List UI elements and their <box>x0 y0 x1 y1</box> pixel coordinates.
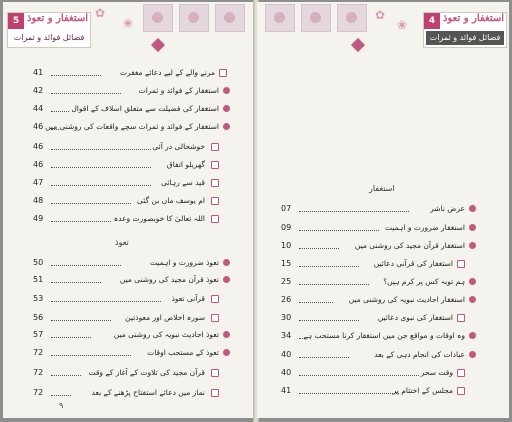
dot-bullet-icon <box>223 259 230 266</box>
toc-row[interactable]: 72 تعوذ کے مستحب اوقات <box>3 346 255 360</box>
square-bullet-icon <box>211 179 219 187</box>
toc-row[interactable]: 41 مجلس کے اختتام پر <box>257 384 509 398</box>
square-bullet-icon <box>211 215 219 223</box>
toc-row[interactable]: 42 استغفار کے فوائد و ثمرات <box>3 84 255 98</box>
toc-row[interactable]: 40 وقت سحر <box>257 366 509 380</box>
left-page <box>3 2 256 418</box>
toc-row[interactable]: 72 قرآن مجید کی تلاوت کے آغاز کے وقت <box>3 366 255 380</box>
toc-row[interactable]: 34 وہ اوقات و مواقع جن میں استغفار کرنا مستحب ہے <box>257 329 509 343</box>
flower-ornament-icon: ✿ <box>375 8 386 22</box>
section-heading: استغفار <box>369 184 395 193</box>
dot-bullet-icon <box>223 105 230 112</box>
book-title: استغفار و تعوذ <box>443 13 504 24</box>
toc-row[interactable]: 51 تعوذ قرآن مجید کی روشنی میں <box>3 273 255 287</box>
square-bullet-icon <box>457 387 465 395</box>
book-subtitle: فضائل فوائد و ثمرات <box>426 31 504 45</box>
toc-row[interactable]: 49 اللہ تعالیٰ کا خوبصورت وعدہ <box>3 212 255 226</box>
dot-bullet-icon <box>469 351 476 358</box>
toc-row[interactable]: 50 تعوذ ضرورت و اہمیت <box>3 256 255 270</box>
toc-row[interactable]: 10 استغفار قرآن مجید کی روشنی میں <box>257 239 509 253</box>
left-title-box <box>7 12 91 48</box>
toc-row[interactable]: 47 قید سے رہائی <box>3 176 255 190</box>
square-bullet-icon <box>211 389 219 397</box>
square-bullet-icon <box>211 369 219 377</box>
right-title-box <box>423 12 507 48</box>
toc-row[interactable]: 48 ام یوسف ماں بن گئی <box>3 194 255 208</box>
toc-row[interactable]: 46 استغفار کے فوائد و ثمرات سچے واقعات کی روشنی میں <box>3 120 255 134</box>
toc-row[interactable]: 53 قرآنی تعوذ <box>3 292 255 306</box>
decor-photo <box>215 4 245 32</box>
dot-bullet-icon <box>223 276 230 283</box>
square-bullet-icon <box>457 369 465 377</box>
flower-ornament-icon: ✿ <box>95 6 106 20</box>
flower-ornament-icon: ❀ <box>397 18 408 32</box>
page-badge: 5 <box>8 13 24 29</box>
square-bullet-icon <box>211 295 219 303</box>
decor-photo <box>265 4 295 32</box>
page-badge: 4 <box>424 13 440 29</box>
toc-row[interactable]: 40 عبادات کی انجام دہی کے بعد <box>257 348 509 362</box>
toc-row[interactable]: 26 استغفار احادیث نبویہ کی روشنی میں <box>257 293 509 307</box>
square-bullet-icon <box>211 161 219 169</box>
dot-bullet-icon <box>469 205 476 212</box>
toc-row[interactable]: 56 سورہ اخلاص اور معوذتین <box>3 311 255 325</box>
dot-bullet-icon <box>223 123 230 130</box>
square-bullet-icon <box>211 143 219 151</box>
book-title: استغفار و تعوذ <box>27 13 88 24</box>
right-page <box>257 2 509 418</box>
decor-photo <box>337 4 367 32</box>
toc-row[interactable]: 30 استغفار کی نبوی دعائیں <box>257 311 509 325</box>
flower-ornament-icon: ❀ <box>123 16 134 30</box>
dot-bullet-icon <box>223 349 230 356</box>
toc-row[interactable]: 41 مرنے والے کے لیے دعائے مغفرت <box>3 66 255 80</box>
dot-bullet-icon <box>469 278 476 285</box>
toc-row[interactable]: 25 ہم توبہ کس پر کرم ہیں؟ <box>257 275 509 289</box>
toc-row[interactable]: 46 خوشحالی در آئی <box>3 140 255 154</box>
toc-row[interactable]: 57 تعوذ احادیث نبویہ کی روشنی میں <box>3 328 255 342</box>
square-bullet-icon <box>211 197 219 205</box>
toc-row[interactable]: 46 گھریلو اتفاق <box>3 158 255 172</box>
decor-photo <box>179 4 209 32</box>
dot-bullet-icon <box>469 224 476 231</box>
book-subtitle: فضائل فوائد و ثمرات <box>13 33 85 42</box>
decor-photo <box>301 4 331 32</box>
toc-row[interactable]: 15 استغفار کی قرآنی دعائیں <box>257 257 509 271</box>
decor-photo <box>143 4 173 32</box>
square-bullet-icon <box>457 260 465 268</box>
toc-row[interactable]: 44 استغفار کی فضیلت سے متعلق اسلاف کے اقوال <box>3 102 255 116</box>
diamond-ornament-icon <box>151 38 165 52</box>
section-heading: تعوذ <box>115 238 129 247</box>
diamond-ornament-icon <box>351 38 365 52</box>
dot-bullet-icon <box>469 242 476 249</box>
footer-page-number: ٩ <box>59 401 64 410</box>
square-bullet-icon <box>457 314 465 322</box>
dot-bullet-icon <box>469 296 476 303</box>
square-bullet-icon <box>219 69 227 77</box>
dot-bullet-icon <box>223 87 230 94</box>
dot-bullet-icon <box>469 332 476 339</box>
toc-row[interactable]: 07 عرض ناشر <box>257 202 509 216</box>
dot-bullet-icon <box>223 331 230 338</box>
toc-row[interactable]: 09 استغفار ضرورت و اہمیت <box>257 221 509 235</box>
toc-row[interactable]: 72 نماز میں دعائے استفتاح پڑھنے کے بعد <box>3 386 255 400</box>
square-bullet-icon <box>211 314 219 322</box>
